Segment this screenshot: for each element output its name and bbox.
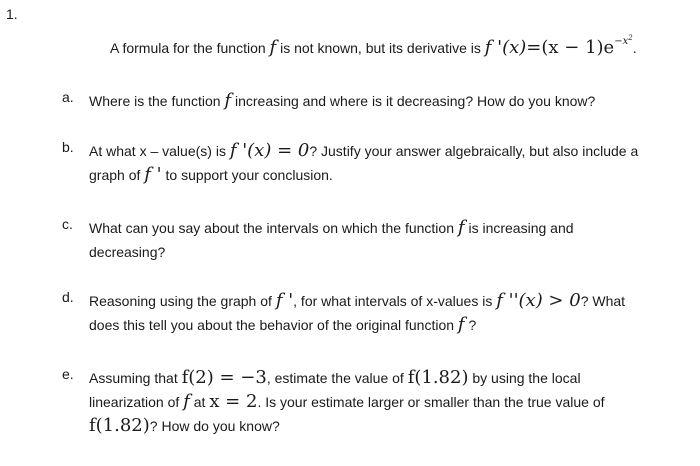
question-text: ? — [468, 317, 477, 333]
intro-period: . — [632, 40, 637, 56]
question-text: is increasing and — [468, 220, 574, 236]
question-text: What can you say about the intervals on which the function — [89, 220, 454, 236]
question-letter: c. — [62, 216, 73, 232]
question-e — [62, 366, 692, 438]
math-f182: f(1.82) — [89, 415, 150, 436]
question-text: increasing and where is it decreasing? How do you know? — [234, 93, 596, 109]
question-text: by using the local — [472, 370, 581, 386]
question-letter: d. — [62, 289, 74, 305]
math-f182: f(1.82) — [407, 367, 469, 388]
question-text: Assuming that — [89, 370, 178, 386]
math-fprime-x: f '(x) — [484, 37, 527, 58]
question-text: linearization of — [89, 394, 180, 410]
question-text: ? What — [580, 293, 626, 309]
math-f: f — [183, 391, 190, 412]
question-letter: b. — [62, 139, 74, 155]
question-b-body — [89, 139, 692, 187]
question-text: at — [193, 394, 206, 410]
question-text: does this tell you about the behavior of the original function — [89, 317, 455, 333]
question-a-body — [89, 89, 692, 113]
math-fprime-x-eq-0: f '(x) = 0 — [229, 140, 310, 161]
question-d — [62, 289, 692, 337]
question-text: , estimate the value of — [266, 370, 404, 386]
question-text: Reasoning using the graph of — [89, 293, 272, 309]
question-text: to support your conclusion. — [165, 167, 333, 183]
math-f2-eq-neg3: f(2) = −3 — [181, 367, 267, 388]
problem-number: 1. — [6, 6, 18, 22]
math-equals: = — [526, 37, 542, 58]
math-derivative-rhs-text: (x − 1)e — [541, 37, 615, 58]
math-exponent-square: 2 — [628, 34, 633, 42]
question-text: . Is your estimate larger or smaller than the true value of — [257, 394, 605, 410]
question-b — [62, 139, 692, 187]
math-exponent — [614, 36, 633, 47]
math-fprime: f ' — [275, 290, 294, 311]
question-text: Where is the function — [89, 93, 221, 109]
intro-text-1: A formula for the function — [110, 40, 266, 56]
question-text: decreasing? — [89, 244, 166, 260]
question-letter: a. — [62, 89, 74, 105]
question-letter: e. — [62, 366, 74, 382]
math-f: f — [457, 314, 465, 335]
math-f: f — [224, 90, 232, 111]
question-c-body — [89, 216, 692, 264]
question-a — [62, 89, 692, 113]
question-text: graph of — [89, 167, 141, 183]
math-fprime: f ' — [144, 164, 162, 185]
question-text: ? How do you know? — [149, 418, 280, 434]
problem-intro — [110, 34, 637, 58]
math-f: f — [269, 37, 277, 58]
math-f: f — [457, 217, 465, 238]
question-d-body — [89, 289, 692, 337]
math-x-eq-2: x = 2 — [209, 391, 258, 412]
question-e-body — [89, 366, 692, 438]
question-text: , for what intervals of x-values is — [293, 293, 493, 309]
math-f2prime-gt-0: f ''(x) > 0 — [496, 290, 581, 311]
question-text: At what x – value(s) is — [89, 143, 226, 159]
intro-text-2: is not known, but its derivative is — [280, 40, 481, 56]
question-text: ? Justify your answer algebraically, but also include a — [309, 143, 639, 159]
question-c — [62, 216, 692, 264]
math-exponent-neg-x: −x — [614, 36, 629, 47]
